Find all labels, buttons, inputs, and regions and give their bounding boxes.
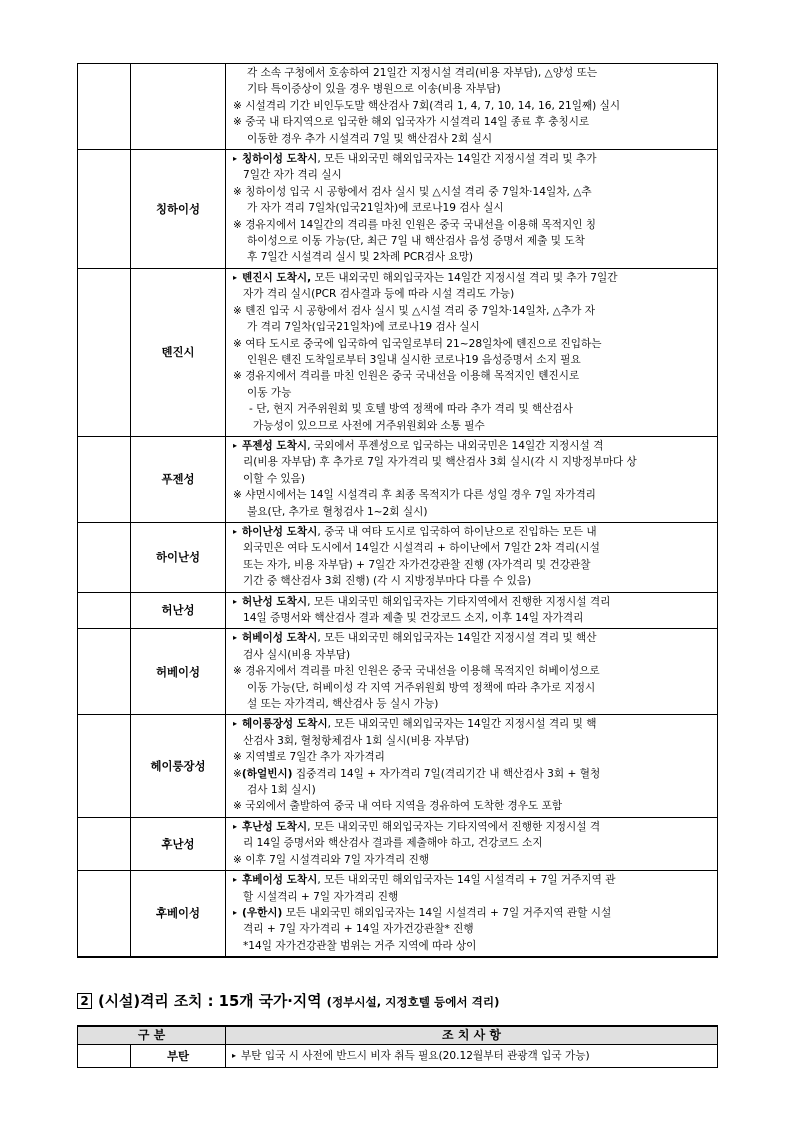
measure-line — [233, 680, 712, 696]
measure-line — [233, 524, 712, 540]
measure-line — [233, 65, 712, 81]
line-text: 산검사 3회, 혈청항체검사 1회 실시(비용 자부담) — [243, 734, 470, 747]
line-text: , 모든 내외국민 해외입국자는 14일간 지정시설 격리 및 추가 — [317, 153, 597, 166]
region-row — [78, 592, 718, 629]
region-name — [131, 64, 226, 150]
region-name: 후난성 — [131, 817, 226, 870]
line-text: 기간 중 핵산검사 3회 진행) (각 시 지방정부마다 다를 수 있음) — [243, 575, 532, 588]
measure-line — [233, 368, 712, 384]
region-name: 허베이성 — [131, 629, 226, 715]
measure-line — [233, 782, 712, 798]
line-text: ※ 시설격리 기간 비인두도말 핵산검사 7회(격리 1, 4, 7, 10, 14, 16, 21일째) 실시 — [233, 99, 621, 112]
line-text: 집중격리 14일 + 자가격리 7일(격리기간 내 핵산검사 3회 + 혈청 — [292, 767, 601, 780]
line-text: 할 시설격리 + 7일 자가격리 진행 — [243, 890, 399, 903]
line-text: 격리 + 7일 자가격리 + 14일 자가건강관찰* 진행 — [243, 923, 474, 936]
line-text: 이동한 경우 추가 시설격리 7일 및 핵산검사 2회 실시 — [247, 132, 493, 145]
measure-line — [233, 905, 712, 921]
region-row — [78, 715, 718, 817]
region-row — [78, 268, 718, 436]
blank-cell — [78, 871, 131, 958]
header-measures: 조 치 사 항 — [226, 1026, 718, 1045]
country-name: 부탄 — [166, 1049, 189, 1063]
line-text: ※ 여타 도시로 중국에 입국하여 입국일로부터 21~28일차에 톈진으로 진입하는 — [233, 337, 602, 350]
blank-cell — [78, 436, 131, 522]
line-text: , 중국 내 여타 도시로 입국하여 하이난으로 진입하는 모든 내 — [317, 525, 597, 538]
blank-cell — [78, 715, 131, 817]
measure-text: 부탄 입국 시 사전에 반드시 비자 취득 필요(20.12월부터 관광객 입국 가능) — [241, 1050, 590, 1062]
measure-line — [233, 184, 712, 200]
measure-line — [233, 733, 712, 749]
blank-cell — [78, 150, 131, 269]
measure-line — [233, 594, 712, 610]
line-text: ※ 경유지에서 격리를 마친 인원은 중국 국내선을 이용해 목적지인 톈진시로 — [233, 370, 580, 383]
line-text: 리(비용 자부담) 후 추가로 7일 자가격리 및 핵산검사 3회 실시(각 시 지방정부마다 상 — [243, 456, 637, 469]
line-text: ※ 칭하이성 입국 시 공항에서 검사 실시 및 △시설 격리 중 7일차·14일차, △추 — [233, 185, 592, 198]
line-text: *14일 자가건강관찰 범위는 거주 지역에 따라 상이 — [243, 939, 477, 952]
region-row — [78, 871, 718, 958]
line-text: ※ 국외에서 출발하여 중국 내 여타 지역을 경유하여 도착한 경우도 포함 — [233, 800, 563, 813]
measure-line — [233, 663, 712, 679]
measure-line — [233, 921, 712, 937]
measure-line — [233, 696, 712, 712]
region-measures — [226, 817, 718, 870]
right-triangle-icon: ▸ — [233, 719, 238, 729]
measure-line — [233, 200, 712, 216]
region-name: 하이난성 — [131, 522, 226, 592]
line-text: 설 또는 자가격리, 핵산검사 등 실시 가능) — [247, 698, 439, 711]
right-triangle-icon: ▸ — [233, 633, 238, 643]
right-triangle-icon: ▸ — [233, 821, 238, 831]
bold-lead: 허베이성 도착시 — [242, 632, 318, 645]
measure-line — [233, 418, 712, 434]
line-text: 14일 증명서와 핵산검사 결과 제출 및 건강코드 소지, 이후 14일 자가격리 — [243, 612, 584, 624]
region-measures — [226, 871, 718, 958]
line-text: - 단, 현지 거주위원회 및 호텔 방역 정책에 따라 추가 격리 및 핵산검사 — [249, 403, 573, 416]
measure-line — [233, 647, 712, 663]
right-triangle-icon: ▸ — [233, 907, 238, 917]
measure-line — [233, 401, 712, 417]
line-text: , 모든 내외국민 해외입국자는 14일간 지정시설 격리 및 핵산 — [317, 632, 597, 645]
bold-lead: 하이난성 도착시 — [242, 525, 318, 538]
line-text: 검사 실시(비용 자부담) — [243, 648, 351, 661]
region-name: 톈진시 — [131, 268, 226, 436]
region-name: 헤이룽장성 — [131, 715, 226, 817]
measure-line — [233, 438, 712, 454]
measure-line — [233, 852, 712, 868]
country-cell — [78, 1045, 226, 1068]
measure-line — [233, 454, 712, 470]
measure-line — [233, 819, 712, 835]
region-row — [78, 817, 718, 870]
line-text: 자가 격리 실시(PCR 검사결과 등에 따라 시설 격리도 가능) — [243, 288, 515, 301]
measure-line — [233, 336, 712, 352]
right-triangle-icon: ▸ — [233, 440, 238, 450]
measure-line — [233, 938, 712, 954]
facility-table-header-row — [78, 1026, 718, 1045]
region-name: 후베이성 — [131, 871, 226, 958]
measure-line — [233, 487, 712, 503]
line-text: 이할 수 있음) — [243, 472, 306, 485]
line-text: ※ 경유지에서 격리를 마친 인원은 중국 국내선을 이용해 목적지인 허베이성으로 — [233, 665, 600, 678]
measure-line — [233, 557, 712, 573]
section-heading — [77, 991, 718, 1013]
region-measures — [226, 592, 718, 629]
line-text: 후 7일간 시설격리 실시 및 2차례 PCR검사 요망) — [247, 251, 474, 264]
measure-line — [233, 872, 712, 888]
region-name: 칭하이성 — [131, 150, 226, 269]
measure-line — [233, 573, 712, 589]
measure-line — [233, 81, 712, 97]
measure-line — [233, 233, 712, 249]
line-text: ※ 이후 7일 시설격리와 7일 자가격리 진행 — [233, 853, 430, 866]
line-text: 이동 가능(단, 허베이성 각 지역 거주위원회 방역 정책에 따라 추가로 지정시 — [247, 681, 596, 694]
measure-line — [233, 716, 712, 732]
line-text: 가 자가 격리 7일차(입국21일차)에 코로나19 검사 실시 — [247, 202, 504, 215]
measure-line — [233, 151, 712, 167]
line-text: , 모든 내외국민 해외입국자는 14일간 지정시설 격리 및 핵 — [327, 718, 597, 731]
line-text: 기타 특이증상이 있을 경우 병원으로 이송(비용 자부담) — [247, 83, 501, 96]
line-text: 모든 내외국민 해외입국자는 14일 시설격리 + 7일 거주지역 관할 시설 — [282, 906, 612, 919]
line-text: ※ 샤먼시에서는 14일 시설격리 후 최종 목적지가 다른 성일 경우 7일 자가격리 — [233, 489, 596, 502]
region-name: 허난성 — [131, 592, 226, 629]
line-text: ※ 톈진 입국 시 공항에서 검사 실시 및 △시설 격리 중 7일차·14일차, △추가 자 — [233, 304, 595, 317]
blank-cell — [78, 592, 131, 629]
right-triangle-icon: ▸ — [233, 526, 238, 536]
blank-cell — [78, 629, 131, 715]
region-measures — [226, 522, 718, 592]
line-text: 검사 1회 실시) — [247, 784, 316, 797]
line-text: 인원은 톈진 도착일로부터 3일내 실시한 코로나19 음성증명서 소지 필요 — [247, 353, 581, 366]
measure-line — [233, 471, 712, 487]
blank-cell — [78, 268, 131, 436]
measure-line — [233, 217, 712, 233]
line-text: 외국민은 여타 도시에서 14일간 시설격리 + 하이난에서 7일간 2차 격리(시설 — [243, 542, 600, 555]
region-name: 푸젠성 — [131, 436, 226, 522]
measure-line — [233, 303, 712, 319]
measure-line — [233, 270, 712, 286]
blank-cell — [78, 522, 131, 592]
region-measures — [226, 436, 718, 522]
line-text: , 국외에서 푸젠성으로 입국하는 내외국민은 14일간 지정시설 격 — [307, 439, 604, 452]
quarantine-measures-table — [77, 63, 718, 958]
measure-line — [233, 749, 712, 765]
measure-line — [233, 385, 712, 401]
measure-line — [233, 352, 712, 368]
measure-line — [233, 889, 712, 905]
line-text: 리 14일 증명서와 핵산검사 결과를 제출해야 하고, 건강코드 소지 — [243, 837, 543, 850]
region-measures — [226, 150, 718, 269]
line-text: ※ 경유지에서 14일간의 격리를 마친 인원은 중국 국내선을 이용해 목적지인 칭 — [233, 218, 597, 231]
measure-line — [233, 114, 712, 130]
line-text: 각 소속 구청에서 호송하여 21일간 지정시설 격리(비용 자부담), △양성 또는 — [247, 67, 598, 79]
bold-lead: 후베이성 도착시 — [242, 874, 318, 887]
quarantine-table-body — [78, 64, 718, 958]
right-triangle-icon: ▸ — [232, 1051, 237, 1060]
region-row — [78, 436, 718, 522]
section-subtitle: (정부시설, 지정호텔 등에서 격리) — [326, 995, 500, 1009]
bold-lead: 헤이룽장성 도착시 — [242, 718, 328, 731]
measure-line — [233, 504, 712, 520]
right-triangle-icon: ▸ — [233, 596, 238, 606]
line-text: , 모든 내외국민 해외입국자는 기타지역에서 진행한 지정시설 격리 — [307, 595, 611, 608]
line-text: 불요(단, 추가로 혈청검사 1~2회 실시) — [247, 505, 428, 518]
region-measures — [226, 715, 718, 817]
blank-cell — [78, 64, 131, 150]
blank-cell — [78, 817, 131, 870]
region-row — [78, 629, 718, 715]
region-row — [78, 64, 718, 150]
measure-line — [233, 286, 712, 302]
region-measures — [226, 629, 718, 715]
right-triangle-icon: ▸ — [233, 272, 238, 282]
line-text: 7일간 자가 격리 실시 — [243, 169, 342, 182]
bold-lead: 허난성 도착시 — [242, 595, 308, 608]
facility-table-row — [78, 1045, 718, 1068]
blank-cell — [78, 1045, 131, 1067]
region-measures — [226, 268, 718, 436]
line-text: 가능성이 있으므로 사전에 거주위원회와 소통 필수 — [253, 419, 485, 432]
header-category: 구 분 — [78, 1026, 226, 1045]
measure-line — [233, 98, 712, 114]
line-text: , 모든 내외국민 해외입국자는 기타지역에서 진행한 지정시설 격 — [307, 820, 601, 833]
note-marker: ※ — [233, 767, 242, 780]
section-title: (시설)격리 조치 : 15개 국가·지역 — [98, 993, 322, 1010]
region-row — [78, 150, 718, 269]
bold-lead: 후난성 도착시 — [242, 820, 308, 833]
line-text: ※ 지역별로 7일간 추가 자가격리 — [233, 751, 385, 764]
line-text: 이동 가능 — [247, 386, 292, 399]
section-number-box: 2 — [77, 993, 92, 1009]
line-text: , 모든 내외국민 해외입국자는 14일 시설격리 + 7일 거주지역 관 — [317, 874, 616, 887]
right-triangle-icon: ▸ — [233, 154, 238, 164]
measure-line — [233, 249, 712, 265]
measure-line — [233, 766, 712, 782]
measure-line — [233, 798, 712, 814]
measure-line — [233, 630, 712, 646]
measure-line — [233, 835, 712, 851]
measure-line — [233, 540, 712, 556]
region-row — [78, 522, 718, 592]
measure-line — [233, 167, 712, 183]
bold-lead: (우한시) — [242, 906, 283, 919]
region-measures — [226, 64, 718, 150]
bold-lead: 톈진시 도착시, — [242, 271, 312, 284]
line-text: 가 격리 7일차(입국21일차)에 코로나19 검사 실시 — [247, 321, 480, 334]
measure-cell — [226, 1045, 718, 1068]
line-text: 모든 내외국민 해외입국자는 14일간 지정시설 격리 및 추가 7일간 — [311, 271, 618, 284]
right-triangle-icon: ▸ — [233, 875, 238, 885]
facility-quarantine-table — [77, 1025, 718, 1068]
measure-line — [233, 610, 712, 626]
bold-lead: 칭하이성 도착시 — [242, 153, 318, 166]
bold-lead: (하얼빈시) — [241, 767, 293, 780]
line-text: ※ 중국 내 타지역으로 입국한 해외 입국자가 시설격리 14일 종료 후 충칭시로 — [233, 116, 590, 129]
line-text: 하이성으로 이동 가능(단, 최근 7일 내 핵산검사 음성 증명서 제출 및 도착 — [247, 235, 585, 248]
line-text: 또는 자가, 비용 자부담) + 7일간 자가건강관찰 진행 (자가격리 및 건강관찰 — [243, 558, 591, 571]
bold-lead: 푸젠성 도착시 — [242, 439, 308, 452]
measure-line — [233, 131, 712, 147]
measure-line — [233, 319, 712, 335]
